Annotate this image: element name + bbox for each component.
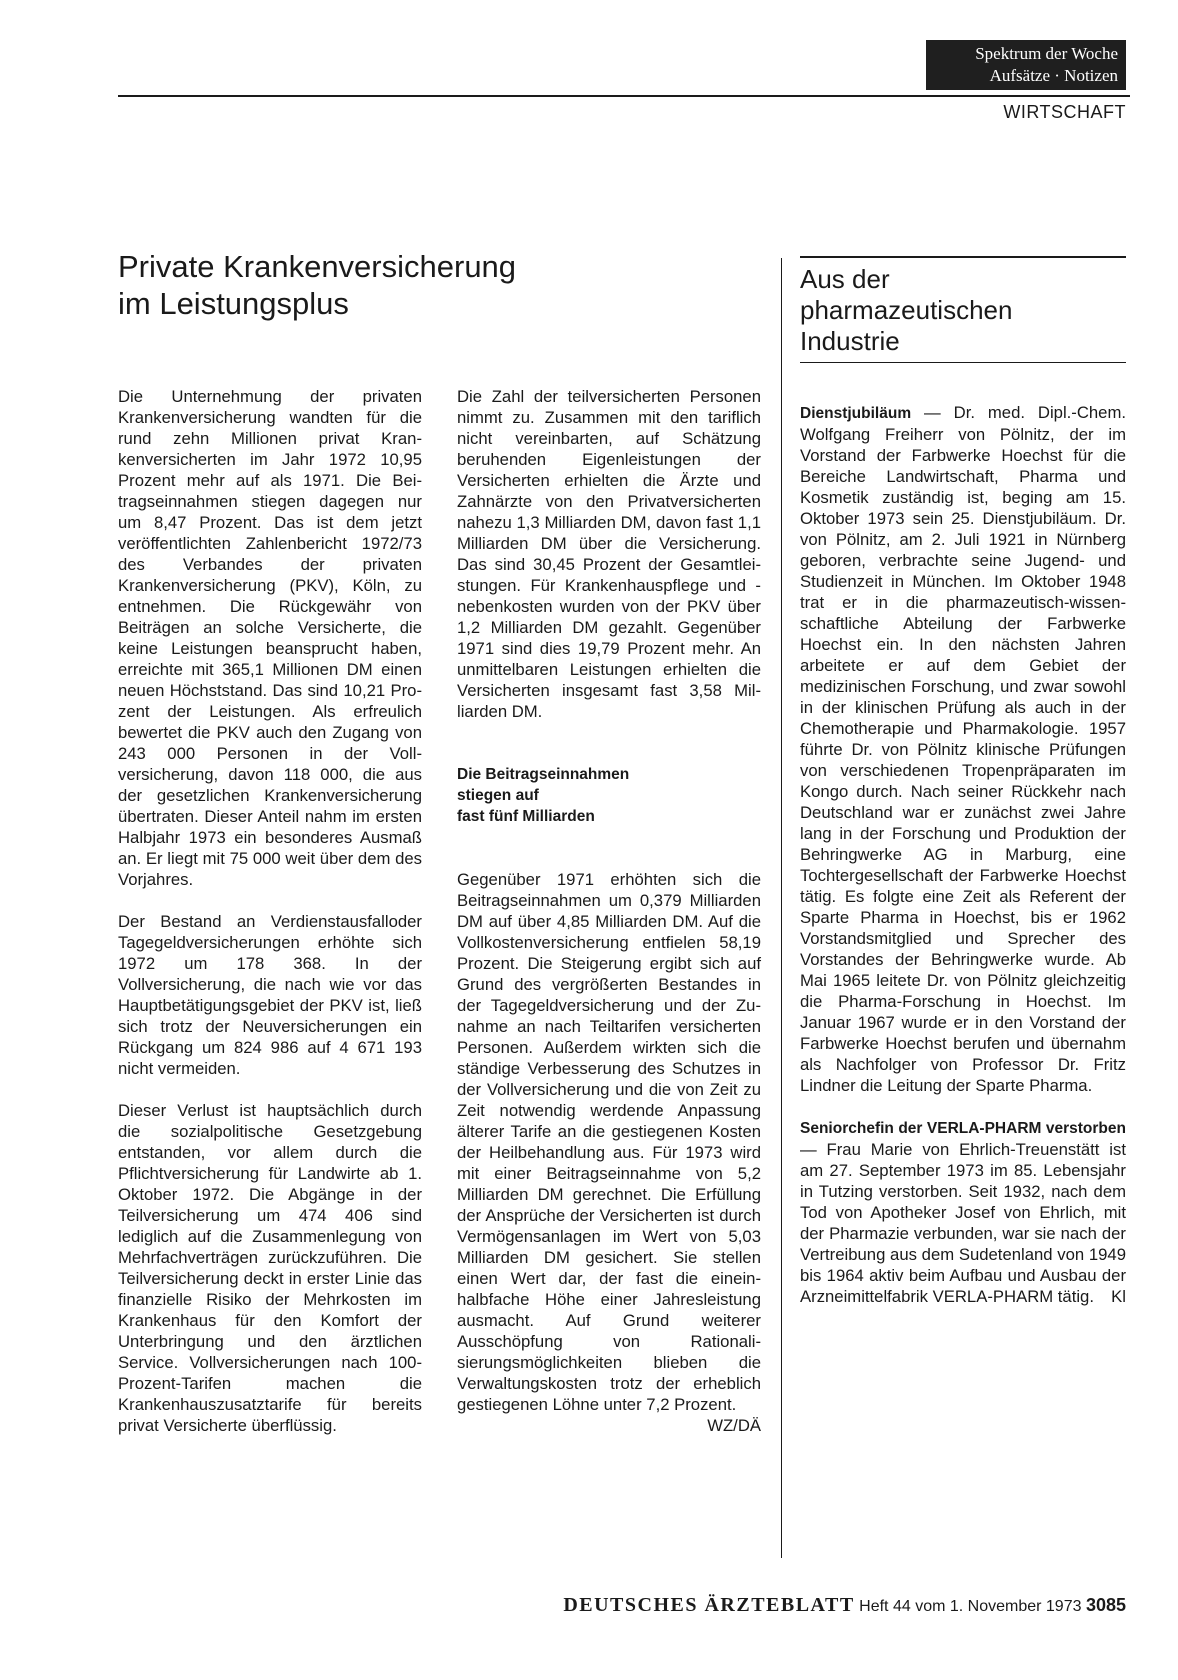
author-signature: WZ/DÄ bbox=[707, 1416, 761, 1435]
paragraph-text: Gegenüber 1971 erhöhten sich die Beitragseinnahmen um 0,379 Milliarden DM auf über 4,85 Milliarden DM. Auf die Vollkostenversicherung entfielen 58,19 Prozent. Die Steigerung ergibt sich auf Grund des vergrößerten Bestandes in der Tagegeldversicherung und der Zunahme an nach Teiltarifen versicherten Personen. Außerdem wirkten sich die ständige Verbesserung des Schutzes in der Vollversicherung und die von Zeit zu Zeit notwendig werdende Anpassung älterer Tarife an die gestiegenen Kosten der Heilbehandlung aus. Für 1973 wird mit einer Beitragseinnahme von 5,2 Milliarden DM gerechnet. Die Erfüllung der Ansprüche der Versicherten ist durch Vermögensanlagen im Wert von 5,03 Milliarden DM gesichert. Sie stellen einen Wert dar, der fast die eineinhalbfache Höhe einer Jahresleistung ausmacht. Auf Grund weiterer Ausschöpfung von Rationalisierungsmöglichkeiten blieben die Verwaltungskosten trotz der erheblich gestiegenen Löhne unter 7,2 Prozent. bbox=[457, 870, 761, 1414]
sidebar-title-line1: Aus der bbox=[800, 264, 890, 294]
paragraph: Die Unternehmung der privaten Krankenversicherung wandten für die rund zehn Millionen privat Krankenversicherten im Jahr 1972 10,95 Prozent mehr auf als 1971. Die Beitragseinnahmen stiegen dagegen nur um 8,47 Prozent. Das ist dem jetzt veröffentlichten Zahlenbericht 1972/73 des Verbandes der privaten Krankenversicherung (PKV), Köln, zu entnehmen. Die Rückgewähr von Beiträgen an solche Versicherte, die keine Leistungen beansprucht haben, erreichte mit 365,1 Millionen DM einen neuen Höchststand. Das sind 10,21 Prozent der Leistungen. Als erfreulich bewertet die PKV auch den Zugang von 243 000 Personen in der Vollversicherung, davon 118 000, die aus der gesetzlichen Krankenversicherung übertraten. Dieser Anteil nahm im ersten Halbjahr 1973 ein besonderes Ausmaß an. Er liegt mit 75 000 weit über dem des Vorjahres. bbox=[118, 387, 422, 889]
sidebar-item-text: — Frau Marie von Ehrlich-Treuenstätt ist am 27. September 1973 im 85. Lebensjahr in Tutzing verstorben. Seit 1932, nach dem Tod von Apotheker Josef von Ehrlich, mit der Pharmazie verbunden, war sie nach der Vertreibung aus dem Sudetenland von 1949 bis 1964 aktiv beim Aufbau und Ausbau der Arzneimittelfabrik VERLA-PHARM tätig. bbox=[800, 1140, 1126, 1306]
sidebar-title bbox=[800, 264, 1126, 357]
sidebar-rule-top bbox=[800, 256, 1126, 258]
sidebar-title-line3: Industrie bbox=[800, 326, 900, 356]
article-column-1 bbox=[118, 386, 422, 1457]
paragraph: Die Zahl der teilversicherten Personen nimmt zu. Zusammen mit den tariflich nicht vereinbarten, auf Schätzung beruhenden Eigenleistungen der Versicherten erhielten die Ärzte und Zahnärzte von den Privatversicherten nahezu 1,3 Milliarden DM, davon fast 1,1 Milliarden DM über die Versicherung. Das sind 30,45 Prozent der Gesamtleistungen. Für Krankenhauspflege und -nebenkosten wurden von der PKV über 1,2 Milliarden DM gezahlt. Gegenüber 1971 sind dies 19,79 Prozent mehr. An unmittelbaren Leistungen erhielten die Versicherten insgesamt fast 3,58 Milliarden DM. bbox=[457, 387, 761, 721]
sidebar-column bbox=[800, 402, 1126, 1328]
page-number: 3085 bbox=[1085, 1595, 1126, 1615]
article-title-line1: Private Krankenversicherung bbox=[118, 249, 517, 284]
paragraph: Der Bestand an Verdienstausfalloder Tagegeldversicherungen erhöhte sich 1972 um 178 368. In der Vollversicherung, die nach wie vor das Hauptbetätigungsgebiet der PKV ist, ließ sich trotz der Neuversicherungen ein Rückgang um 824 986 auf 4 671 193 nicht vermeiden. bbox=[118, 912, 422, 1078]
subheading-line3: fast fünf Milliarden bbox=[457, 808, 595, 825]
article-column-2 bbox=[457, 386, 761, 1436]
paragraph: Dieser Verlust ist hauptsächlich durch die sozialpolitische Gesetzgebung entstanden, vor allem durch die Pflichtversicherung für Landwirte ab 1. Oktober 1972. Die Abgänge in der Teilversicherung um 474 406 sind lediglich auf die Zusammenlegung von Mehrfachverträgen zurückzuführen. Die Teilversicherung deckt in erster Linie das finanzielle Risiko der Mehrkosten im Krankenhaus für den Komfort der Unterbringung und den ärztlichen Service. Vollversicherungen nach 100-Prozent-Tarifen machen die Krankenhauszusatztarife für bereits privat Versicherte überflüssig. bbox=[118, 1101, 422, 1435]
header-box-line2: Aufsätze · Notizen bbox=[989, 66, 1118, 85]
author-signature: Kl bbox=[1111, 1287, 1126, 1306]
top-rule bbox=[118, 95, 1130, 97]
header-box-line1: Spektrum der Woche bbox=[975, 44, 1118, 63]
sidebar-item bbox=[800, 402, 1126, 1096]
footer bbox=[563, 1594, 1126, 1617]
subheading bbox=[457, 764, 761, 827]
column-divider bbox=[781, 258, 782, 1558]
subheading-line1: Die Beitragseinnahmen bbox=[457, 766, 630, 783]
sidebar-title-line2: pharmazeutischen bbox=[800, 295, 1013, 325]
header-box bbox=[926, 40, 1126, 90]
subheading-line2: stiegen auf bbox=[457, 787, 539, 804]
sidebar-item-keyword: Dienstjubiläum bbox=[800, 405, 912, 422]
sidebar-rule-bottom bbox=[800, 362, 1126, 363]
sidebar-item bbox=[800, 1117, 1126, 1307]
sidebar-item-keyword: Seniorchefin der VERLA-PHARM verstorben bbox=[800, 1120, 1126, 1137]
issue-info: Heft 44 vom 1. November 1973 bbox=[859, 1598, 1082, 1615]
section-label: WIRTSCHAFT bbox=[1003, 102, 1126, 122]
article-title-line2: im Leistungsplus bbox=[118, 286, 349, 321]
paragraph bbox=[457, 869, 761, 1435]
journal-name: DEUTSCHES ÄRZTEBLATT bbox=[563, 1594, 855, 1616]
article-title bbox=[118, 248, 758, 322]
sidebar-item-text: — Dr. med. Dipl.-Chem. Wolfgang Freiherr von Pölnitz, der im Vorstand der Farbwerke Hoechst für die Bereiche Landwirtschaft, Pharma und Kosmetik zuständig ist, beging am 15. Oktober 1973 sein 25. Dienstjubiläum. Dr. von Pölnitz, am 2. Juli 1921 in Nürnberg geboren, verbrachte seine Jugend- und Studienzeit in München. Im Oktober 1948 trat er in die pharmazeutisch-wissenschaftliche Abteilung der Farbwerke Hoechst ein. In den nächsten Jahren arbeitete er auf dem Gebiet der medizinischen Forschung, und zwar sowohl in der klinischen Prüfung als auch in der Chemotherapie und Pharmakologie. 1957 führte Dr. von Pölnitz klinische Prüfungen von verschiedenen Tropenpräparaten im Kongo durch. Nach seiner Rückkehr nach Deutschland war er zunächst zwei Jahre lang in der Forschung und Produktion der Behringwerke AG in Marburg, eine Tochtergesellschaft der Farbwerke Hoechst tätig. Es folgte eine Zeit als Referent der Sparte Pharma in Hoechst, bis er 1962 Vorstandsmitglied und Sprecher des Vorstandes der Behringwerke wurde. Ab Mai 1965 leitete Dr. von Pölnitz gleichzeitig die Pharma-Forschung in Hoechst. Im Januar 1967 wurde er in den Vorstand der Farbwerke Hoechst berufen und übernahm als Nachfolger von Professor Dr. Fritz Lindner die Leitung der Sparte Pharma. bbox=[800, 403, 1126, 1095]
